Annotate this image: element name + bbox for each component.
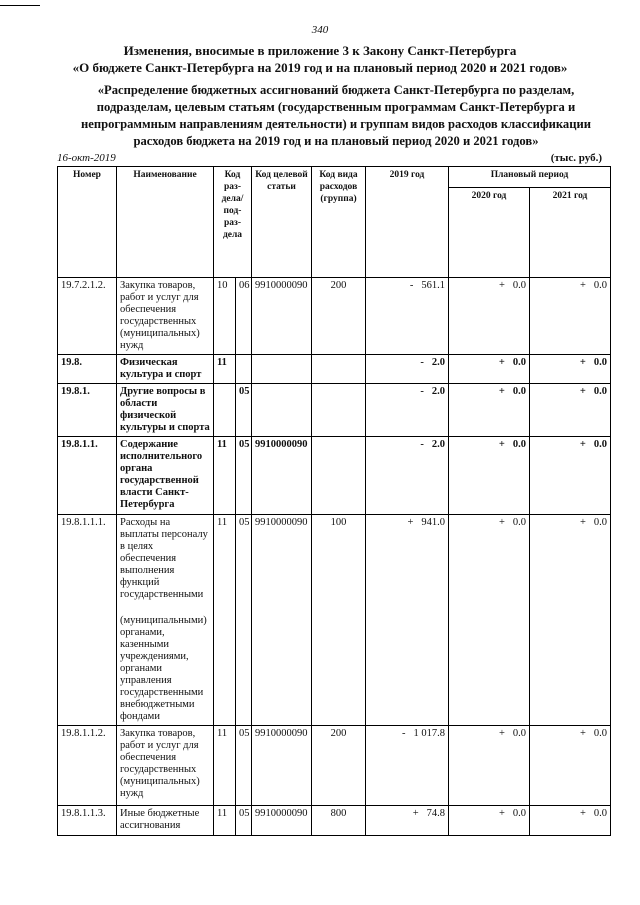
value-2021: 0.0: [593, 386, 607, 397]
value-2021: 0.0: [593, 808, 607, 819]
row-expense-kind: 800: [312, 806, 366, 836]
row-2020: [449, 384, 530, 437]
row-2019: [366, 437, 449, 515]
sign-2019: -: [409, 280, 414, 291]
unit-label: (тыс. руб.): [550, 152, 602, 164]
row-2021: [530, 726, 611, 806]
row-2020: [449, 806, 530, 836]
row-target-code: 9910000090: [252, 278, 312, 355]
header-expense-kind: Код вида расходов (группа): [312, 167, 366, 278]
row-subsection: 05: [236, 384, 252, 437]
value-2020: 0.0: [512, 439, 526, 450]
sign-2020: +: [498, 357, 505, 368]
sign-2020: +: [498, 439, 505, 450]
row-name: [117, 437, 214, 515]
header-number: Номер: [58, 167, 117, 278]
row-2019: [366, 806, 449, 836]
row-target-code: [252, 355, 312, 384]
row-2019: [366, 726, 449, 806]
row-expense-kind: 200: [312, 726, 366, 806]
table-row: [58, 515, 611, 726]
sign-2020: +: [498, 517, 505, 528]
appendix-subtitle: «Распределение бюджетных ассигнований бюджета Санкт-Петербурга по разделам, подразделам, целевым статьям (государственным программам Санкт-Петербурга и непрограммным направлениям деятельности) и группам видов расходов классификации расходов бюджета на 2019 год и на плановый период 2020 и 2021 годов»: [81, 83, 591, 148]
document-title-line-2: «О бюджете Санкт-Петербурга на 2019 год и на плановый период 2020 и 2021 годов»: [72, 60, 568, 75]
row-section: 11: [214, 437, 236, 515]
value-2019: 2.0: [431, 439, 445, 450]
row-section: 11: [214, 355, 236, 384]
document-title-line-1: Изменения, вносимые в приложение 3 к Закону Санкт-Петербурга: [123, 43, 517, 58]
sign-2021: +: [579, 357, 586, 368]
row-expense-kind: 100: [312, 515, 366, 726]
header-section-code: Код раз-дела/ под-раз-дела: [214, 167, 252, 278]
sign-2021: +: [579, 386, 586, 397]
value-2021: 0.0: [593, 728, 607, 739]
row-name: [117, 806, 214, 836]
row-name-text: Иные бюджетные ассигнования: [120, 808, 200, 831]
sign-2020: +: [498, 386, 505, 397]
row-expense-kind: [312, 355, 366, 384]
row-2021: [530, 437, 611, 515]
sign-2019: +: [412, 808, 419, 819]
row-2019: [366, 355, 449, 384]
row-name: [117, 384, 214, 437]
sign-2020: +: [498, 808, 505, 819]
budget-table: [57, 166, 611, 836]
row-name: [117, 278, 214, 355]
value-2019: 941.0: [421, 517, 445, 528]
value-2019: 1 017.8: [413, 728, 445, 739]
value-2020: 0.0: [512, 808, 526, 819]
row-number: 19.8.1.1.1.: [58, 515, 117, 726]
value-2021: 0.0: [593, 439, 607, 450]
header-2019: 2019 год: [366, 167, 449, 278]
header-2021: 2021 год: [530, 188, 611, 278]
row-target-code: 9910000090: [252, 515, 312, 726]
row-2021: [530, 515, 611, 726]
value-2020: 0.0: [512, 386, 526, 397]
page-number: 340: [311, 24, 329, 36]
table-row: [58, 437, 611, 515]
row-2021: [530, 384, 611, 437]
row-number: 19.8.1.1.3.: [58, 806, 117, 836]
sign-2019: -: [420, 439, 424, 450]
header-name: Наименование: [117, 167, 214, 278]
row-target-code: 9910000090: [252, 806, 312, 836]
row-number: 19.8.1.1.: [58, 437, 117, 515]
row-name: [117, 515, 214, 726]
row-number: 19.8.: [58, 355, 117, 384]
row-section: 11: [214, 515, 236, 726]
row-2019: [366, 515, 449, 726]
document-date: 16-окт-2019: [57, 152, 116, 164]
row-name: [117, 726, 214, 806]
row-subsection: 06: [236, 278, 252, 355]
header-planned-period: Плановый период: [449, 167, 611, 188]
value-2020: 0.0: [512, 280, 526, 291]
table-row: [58, 355, 611, 384]
row-name: [117, 355, 214, 384]
value-2020: 0.0: [512, 357, 526, 368]
sign-2021: +: [579, 439, 586, 450]
row-section: 10: [214, 278, 236, 355]
sign-2021: +: [579, 280, 586, 291]
value-2019: 2.0: [431, 357, 445, 368]
value-2021: 0.0: [593, 280, 607, 291]
value-2020: 0.0: [512, 728, 526, 739]
value-2021: 0.0: [593, 357, 607, 368]
value-2021: 0.0: [593, 517, 607, 528]
row-expense-kind: [312, 437, 366, 515]
row-target-code: [252, 384, 312, 437]
header-2020: 2020 год: [449, 188, 530, 278]
value-2019: 561.1: [421, 280, 445, 291]
sign-2019: +: [407, 517, 414, 528]
table-row: [58, 726, 611, 806]
value-2020: 0.0: [512, 517, 526, 528]
row-name-text: Другие вопросы в области физической культуры и спорта: [120, 386, 210, 433]
row-name-text: Закупка товаров, работ и услуг для обеспечения государственных (муниципальных) нужд: [120, 280, 200, 351]
value-2019: 2.0: [431, 386, 445, 397]
row-2020: [449, 437, 530, 515]
row-section: 11: [214, 806, 236, 836]
row-subsection: [236, 355, 252, 384]
row-expense-kind: [312, 384, 366, 437]
row-2021: [530, 355, 611, 384]
row-name-text: Физическая культура и спорт: [120, 357, 202, 380]
row-expense-kind: 200: [312, 278, 366, 355]
row-2019: [366, 278, 449, 355]
row-2020: [449, 355, 530, 384]
row-subsection: 05: [236, 437, 252, 515]
row-name-text: Расходы на выплаты персоналу в целях обеспечения выполнения функций государственными: [120, 517, 208, 600]
row-number: 19.7.2.1.2.: [58, 278, 117, 355]
table-row: [58, 278, 611, 355]
row-name-text: Содержание исполнительного органа государственной власти Санкт-Петербурга: [120, 439, 203, 510]
row-subsection: 05: [236, 806, 252, 836]
sign-2021: +: [579, 728, 586, 739]
sign-2020: +: [498, 280, 505, 291]
row-2020: [449, 515, 530, 726]
row-number: 19.8.1.1.2.: [58, 726, 117, 806]
sign-2019: -: [420, 357, 424, 368]
sign-2021: +: [579, 808, 586, 819]
header-target-code: Код целевой статьи: [252, 167, 312, 278]
sign-2019: -: [402, 728, 406, 739]
row-name-continued: (муниципальными) органами, казенными учреждениями, органами управления государственными внебюджетными фондами: [120, 615, 207, 722]
corner-rule: [0, 5, 40, 6]
table-row: [58, 806, 611, 836]
value-2019: 74.8: [426, 808, 445, 819]
sign-2020: +: [498, 728, 505, 739]
row-subsection: 05: [236, 515, 252, 726]
row-2020: [449, 726, 530, 806]
sign-2019: -: [420, 386, 424, 397]
row-section: [214, 384, 236, 437]
row-target-code: 9910000090: [252, 726, 312, 806]
row-2019: [366, 384, 449, 437]
row-2020: [449, 278, 530, 355]
row-section: 11: [214, 726, 236, 806]
row-2021: [530, 806, 611, 836]
row-target-code: 9910000090: [252, 437, 312, 515]
row-2021: [530, 278, 611, 355]
sign-2021: +: [579, 517, 586, 528]
table-row: [58, 384, 611, 437]
row-name-text: Закупка товаров, работ и услуг для обеспечения государственных (муниципальных) нужд: [120, 728, 200, 799]
row-number: 19.8.1.: [58, 384, 117, 437]
row-subsection: 05: [236, 726, 252, 806]
